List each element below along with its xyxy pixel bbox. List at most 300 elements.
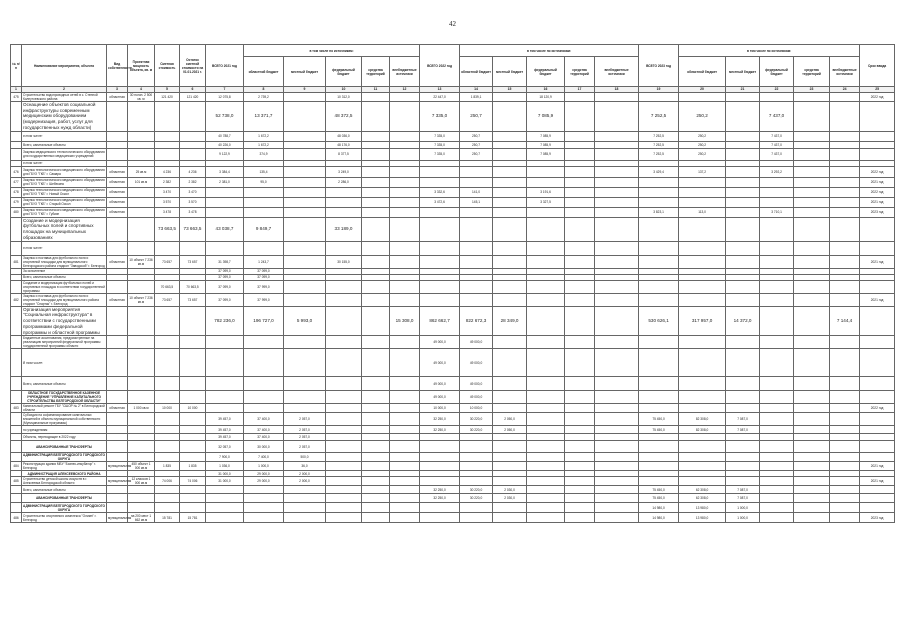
total-2023-cell: 75 450,0	[639, 494, 679, 503]
item-name-cell: ОБЛАСТНОЕ ГОСУДАРСТВЕННОЕ КАЗЕННОЕ УЧРЕЖДЕНИЕ "УПРАВЛЕНИЕ КАПИТАЛЬНОГО СТРОИТЕЛЬСТВА БЕЛГОРОДСКОЙ ОБЛАСТИ"	[22, 391, 107, 404]
term-cell: 2022 год	[860, 404, 895, 413]
extra-2021-cell	[390, 131, 420, 141]
territory-2021-cell	[362, 217, 390, 241]
column-number-cell: 16	[527, 87, 565, 93]
extra-2022-cell	[595, 494, 639, 503]
total-2021-cell: 1 036,0	[206, 462, 244, 471]
regional-2023-cell: 13 980,0	[679, 513, 726, 523]
total-2023-cell	[639, 441, 679, 453]
row-number-cell: 484	[11, 462, 22, 471]
federal-2022-cell: 7 085,9	[527, 102, 565, 132]
column-number-cell: 21	[726, 87, 760, 93]
extra-2022-cell	[595, 434, 639, 441]
regional-2023-cell	[679, 434, 726, 441]
total-2022-cell	[420, 503, 460, 513]
regional-2023-cell: 250,2	[679, 102, 726, 132]
federal-2021-cell	[326, 349, 362, 377]
regional-2021-cell: 196 727,0	[244, 306, 284, 336]
table-row	[11, 148, 895, 160]
federal-2023-cell	[760, 413, 794, 426]
federal-2023-cell	[760, 93, 794, 102]
term-cell	[860, 241, 895, 255]
row-number-cell	[11, 426, 22, 434]
extra-2023-cell: 7 144,4	[830, 306, 860, 336]
regional-2021-cell: 1 672,2	[244, 131, 284, 141]
total-2023-cell	[639, 93, 679, 102]
regional-2023-cell	[679, 349, 726, 377]
total-2021-cell: 31 000,0	[206, 471, 244, 477]
federal-2022-cell	[527, 441, 565, 453]
total-2022-cell: 32 250,0	[420, 426, 460, 434]
total-2023-cell	[639, 391, 679, 404]
capacity-cell	[128, 494, 155, 503]
total-2023-cell	[639, 241, 679, 255]
total-2022-cell: 49 000,0	[420, 377, 460, 391]
capacity-cell: 1 000 кв.м	[128, 404, 155, 413]
term-cell	[860, 102, 895, 132]
territory-2021-cell	[362, 349, 390, 377]
table-row	[11, 280, 895, 293]
capacity-cell	[128, 434, 155, 441]
row-number-cell	[11, 306, 22, 336]
table-row	[11, 102, 895, 132]
column-number-cell: 23	[794, 87, 830, 93]
federal-2021-cell: 48 372,5	[326, 102, 362, 132]
balance-cell	[180, 503, 206, 513]
regional-2023-cell	[679, 377, 726, 391]
total-2021-cell	[206, 241, 244, 255]
row-number-cell	[11, 486, 22, 494]
table-row	[11, 391, 895, 404]
extra-2023-cell	[830, 441, 860, 453]
total-2021-cell: 782 236,0	[206, 306, 244, 336]
extra-2021-cell	[390, 280, 420, 293]
balance-cell: 1 835	[180, 462, 206, 471]
ownership-cell	[107, 131, 128, 141]
regional-2022-cell: 250,7	[460, 102, 493, 132]
estimate-cell	[155, 486, 180, 494]
local-2022-cell	[493, 349, 527, 377]
extra-2021-cell	[390, 453, 420, 462]
total-2022-cell	[420, 241, 460, 255]
local-2021-cell	[284, 177, 326, 187]
table-row	[11, 377, 895, 391]
regional-2021-cell	[244, 187, 284, 197]
capacity-cell	[128, 280, 155, 293]
federal-2021-cell	[326, 441, 362, 453]
territory-2021-cell	[362, 280, 390, 293]
estimate-cell: 10 000	[155, 404, 180, 413]
item-name-cell: Закупка медицинского технологического оборудования для государственных медицинских учреждений	[23, 150, 105, 159]
total-2022-cell: 10 000,0	[420, 404, 460, 413]
total-2021-cell: 37 099,0	[206, 268, 244, 274]
regional-2022-cell	[460, 207, 493, 217]
federal-2023-cell	[760, 197, 794, 207]
federal-2023-cell	[760, 453, 794, 462]
territory-2023-cell	[794, 413, 830, 426]
item-name-cell: Закупка технологического медицинского оборудования для ГБУЗ "ГКБ" г. Старый Оскол	[23, 198, 105, 207]
src-local-header: местный бюджет	[284, 57, 326, 87]
total-2021-cell: 39 457,0	[206, 413, 244, 426]
federal-2021-cell	[326, 391, 362, 404]
table-row	[11, 166, 895, 177]
table-row	[11, 187, 895, 197]
row-number-cell: 480	[11, 207, 22, 217]
capacity-cell	[128, 141, 155, 148]
territory-2022-cell	[565, 441, 595, 453]
capacity-cell	[128, 391, 155, 404]
estimate-cell: 73 657	[155, 255, 180, 268]
src-territory-header: средства территорий	[794, 57, 830, 87]
territory-2021-cell	[362, 141, 390, 148]
ownership-cell	[107, 241, 128, 255]
item-name-cell: В том числе:	[22, 349, 107, 377]
federal-2023-cell: 3 292,2	[760, 166, 794, 177]
column-number-cell: 1	[11, 87, 22, 93]
table-row	[11, 503, 895, 513]
src-regional-header: областной бюджет	[460, 57, 493, 87]
total-2022-cell	[420, 255, 460, 268]
regional-2023-cell: 62 308,0	[679, 494, 726, 503]
local-2021-cell: 36,0	[284, 462, 326, 471]
federal-2023-cell: 3 710,1	[760, 207, 794, 217]
extra-2023-cell	[830, 207, 860, 217]
item-name-cell: Строительство водопроводных сетей в с. Степной Колнутсевского района	[22, 93, 107, 102]
extra-2022-cell	[595, 486, 639, 494]
table-row	[11, 207, 895, 217]
row-number-cell	[11, 494, 22, 503]
extra-2021-cell	[390, 293, 420, 306]
regional-2021-cell: 30 000,0	[244, 441, 284, 453]
table-row	[11, 494, 895, 503]
extra-2021-cell	[390, 336, 420, 349]
federal-2023-cell: 7 437,0	[760, 102, 794, 132]
ownership-cell	[107, 486, 128, 494]
extra-2022-cell	[595, 148, 639, 160]
federal-2023-cell	[760, 462, 794, 471]
extra-2021-cell: 15 308,0	[390, 306, 420, 336]
capacity-cell	[128, 131, 155, 141]
local-2022-cell: 28 349,0	[493, 306, 527, 336]
estimate-cell	[155, 241, 180, 255]
local-2021-cell	[284, 166, 326, 177]
extra-2021-cell	[390, 513, 420, 523]
ownership-cell: муниципальная	[107, 477, 128, 486]
table-row	[11, 197, 895, 207]
item-name-cell: За исполнение	[22, 268, 107, 274]
extra-2022-cell	[595, 93, 639, 102]
territory-2021-cell	[362, 404, 390, 413]
total-2021-cell	[206, 486, 244, 494]
total-2023-cell: 14 980,0	[639, 513, 679, 523]
estimate-cell: 4 236	[155, 166, 180, 177]
territory-2023-cell	[794, 141, 830, 148]
sources-2021-group-header: в том числе по источникам:	[244, 45, 420, 57]
total-2023-cell	[639, 187, 679, 197]
regional-2021-cell: 37 999,0	[244, 293, 284, 306]
extra-2023-cell	[830, 141, 860, 148]
item-name-cell: Создание и модернизация футбольных полей и спортивных площадок на муниципальных образованиях	[22, 217, 107, 241]
regional-2023-cell: 250,2	[679, 141, 726, 148]
regional-2021-cell: 37 400,0	[244, 413, 284, 426]
capacity-cell: 450 объект 1 000 кв.м	[128, 462, 155, 471]
local-2023-cell	[726, 207, 760, 217]
item-name-cell: в том числе:	[22, 131, 107, 141]
total-2021-cell: 43 038,7	[206, 217, 244, 241]
regional-2023-cell: 317 957,0	[679, 306, 726, 336]
federal-2022-cell	[527, 207, 565, 217]
regional-2021-cell: 1 243,7	[244, 255, 284, 268]
regional-2022-cell	[460, 166, 493, 177]
capacity-cell	[128, 503, 155, 513]
regional-2021-cell	[244, 377, 284, 391]
total-2023-cell	[639, 197, 679, 207]
regional-2023-cell: 13 980,0	[679, 503, 726, 513]
capacity-cell	[128, 453, 155, 462]
local-2023-cell: 7 087,0	[726, 494, 760, 503]
total-2021-cell	[206, 336, 244, 349]
regional-2022-cell: 49 000,0	[460, 391, 493, 404]
regional-2021-cell	[244, 513, 284, 523]
regional-2021-cell	[244, 486, 284, 494]
local-2022-cell	[493, 453, 527, 462]
table-row	[11, 486, 895, 494]
term-cell	[860, 494, 895, 503]
regional-2022-cell: 49 000,0	[460, 349, 493, 377]
row-number-cell	[11, 102, 22, 132]
local-2023-cell	[726, 434, 760, 441]
column-number-cell: 4	[128, 87, 155, 93]
extra-2021-cell	[390, 349, 420, 377]
extra-2021-cell	[390, 148, 420, 160]
regional-2022-cell: 30 220,0	[460, 486, 493, 494]
total-2022-cell	[420, 441, 460, 453]
balance-cell	[180, 377, 206, 391]
local-2023-cell	[726, 453, 760, 462]
col-total-2022-header: ВСЕГО 2022 год	[420, 45, 460, 87]
total-2023-cell: 7 252,5	[639, 102, 679, 132]
regional-2021-cell	[244, 349, 284, 377]
territory-2021-cell	[362, 453, 390, 462]
total-2022-cell	[420, 453, 460, 462]
total-2021-cell: 31 398,7	[206, 255, 244, 268]
total-2021-cell: 39 457,0	[206, 434, 244, 441]
regional-2023-cell: 82 308,0	[679, 426, 726, 434]
total-2022-cell	[420, 177, 460, 187]
row-number-cell	[11, 391, 22, 404]
regional-2022-cell	[460, 513, 493, 523]
total-2022-cell: 862 662,7	[420, 306, 460, 336]
balance-cell	[180, 148, 206, 160]
table-row	[11, 93, 895, 102]
local-2022-cell: 2 030,0	[493, 486, 527, 494]
local-2023-cell: 7 087,0	[726, 413, 760, 426]
territory-2022-cell	[565, 486, 595, 494]
extra-2023-cell	[830, 280, 860, 293]
territory-2022-cell	[565, 177, 595, 187]
row-number-cell: 476	[11, 166, 22, 177]
col-name-header: Наименование мероприятия, объекта	[22, 45, 107, 87]
territory-2021-cell	[362, 131, 390, 141]
federal-2022-cell: 18 120,9	[527, 93, 565, 102]
territory-2023-cell	[794, 477, 830, 486]
regional-2022-cell: 49 000,0	[460, 336, 493, 349]
regional-2022-cell: 822 672,3	[460, 306, 493, 336]
local-2023-cell: 7 087,0	[726, 426, 760, 434]
row-number-cell: 485	[11, 477, 22, 486]
extra-2023-cell	[830, 494, 860, 503]
territory-2021-cell	[362, 503, 390, 513]
territory-2022-cell	[565, 197, 595, 207]
extra-2023-cell	[830, 486, 860, 494]
src-local-header: местный бюджет	[726, 57, 760, 87]
extra-2023-cell	[830, 503, 860, 513]
src-local-header: местный бюджет	[493, 57, 527, 87]
total-2021-cell: 52 738,0	[206, 102, 244, 132]
term-cell	[860, 131, 895, 141]
federal-2023-cell	[760, 377, 794, 391]
total-2023-cell	[639, 336, 679, 349]
territory-2022-cell	[565, 293, 595, 306]
term-cell: 2021 год	[860, 197, 895, 207]
extra-2021-cell	[390, 462, 420, 471]
total-2022-cell: 32 250,0	[420, 494, 460, 503]
balance-cell	[180, 241, 206, 255]
federal-2021-cell	[326, 241, 362, 255]
total-2022-cell: 32 250,0	[420, 413, 460, 426]
regional-2022-cell	[460, 477, 493, 486]
local-2021-cell: 2 000,0	[284, 471, 326, 477]
federal-2023-cell	[760, 255, 794, 268]
territory-2022-cell	[565, 477, 595, 486]
local-2022-cell	[493, 187, 527, 197]
territory-2021-cell	[362, 494, 390, 503]
term-cell	[860, 336, 895, 349]
row-number-cell	[11, 413, 22, 426]
extra-2022-cell	[595, 349, 639, 377]
investment-table	[10, 44, 895, 523]
column-number-cell: 9	[284, 87, 326, 93]
federal-2021-cell	[326, 197, 362, 207]
territory-2022-cell	[565, 404, 595, 413]
territory-2021-cell	[362, 413, 390, 426]
extra-2021-cell	[390, 207, 420, 217]
territory-2022-cell	[565, 453, 595, 462]
capacity-cell	[128, 336, 155, 349]
local-2021-cell	[284, 404, 326, 413]
federal-2022-cell	[527, 426, 565, 434]
territory-2022-cell	[565, 336, 595, 349]
regional-2022-cell: 250,7	[460, 131, 493, 141]
column-number-cell: 18	[595, 87, 639, 93]
total-2022-cell	[420, 462, 460, 471]
territory-2022-cell	[565, 462, 595, 471]
federal-2023-cell	[760, 217, 794, 241]
territory-2022-cell	[565, 217, 595, 241]
federal-2022-cell: 3 191,6	[527, 187, 565, 197]
territory-2022-cell	[565, 391, 595, 404]
federal-2021-cell	[326, 207, 362, 217]
total-2021-cell: 39 457,0	[206, 426, 244, 434]
regional-2023-cell	[679, 404, 726, 413]
extra-2021-cell	[390, 166, 420, 177]
term-cell: 2021 год	[860, 477, 895, 486]
federal-2022-cell	[527, 494, 565, 503]
ownership-cell	[107, 426, 128, 434]
table-row	[11, 477, 895, 486]
extra-2022-cell	[595, 102, 639, 132]
capacity-cell: 101 кв.м	[128, 177, 155, 187]
territory-2023-cell	[794, 453, 830, 462]
total-2023-cell	[639, 477, 679, 486]
extra-2021-cell	[390, 426, 420, 434]
ownership-cell	[107, 217, 128, 241]
territory-2021-cell	[362, 426, 390, 434]
row-number-cell	[11, 217, 22, 241]
federal-2021-cell: 48 176,0	[326, 141, 362, 148]
federal-2021-cell	[326, 453, 362, 462]
federal-2022-cell	[527, 177, 565, 187]
extra-2021-cell	[390, 377, 420, 391]
estimate-cell: 74 006	[155, 477, 180, 486]
local-2023-cell	[726, 131, 760, 141]
src-regional-header: областной бюджет	[679, 57, 726, 87]
regional-2022-cell: 141,0	[460, 187, 493, 197]
local-2021-cell	[284, 197, 326, 207]
territory-2023-cell	[794, 426, 830, 434]
territory-2021-cell	[362, 93, 390, 102]
local-2021-cell	[284, 217, 326, 241]
extra-2022-cell	[595, 197, 639, 207]
total-2023-cell	[639, 349, 679, 377]
column-number-cell: 6	[180, 87, 206, 93]
total-2022-cell: 7 335,0	[420, 131, 460, 141]
term-cell	[860, 486, 895, 494]
local-2022-cell	[493, 166, 527, 177]
item-name-cell: Закупка технологического медицинского оборудования для ГБУЗ "ГКБ" г. Новый Оскол	[23, 188, 105, 197]
capacity-cell	[128, 217, 155, 241]
extra-2023-cell	[830, 434, 860, 441]
src-federal-header: федеральный бюджет	[326, 57, 362, 87]
capacity-cell	[128, 426, 155, 434]
federal-2021-cell	[326, 426, 362, 434]
total-2022-cell	[420, 217, 460, 241]
local-2022-cell	[493, 197, 527, 207]
extra-2021-cell	[390, 494, 420, 503]
territory-2021-cell	[362, 391, 390, 404]
row-number-cell	[11, 441, 22, 453]
item-name-cell: Всего, капитальные объекты	[22, 274, 107, 280]
ownership-cell	[107, 434, 128, 441]
extra-2023-cell	[830, 413, 860, 426]
federal-2021-cell: 48 036,0	[326, 131, 362, 141]
regional-2022-cell	[460, 255, 493, 268]
local-2021-cell	[284, 148, 326, 160]
local-2022-cell	[493, 148, 527, 160]
territory-2022-cell	[565, 413, 595, 426]
federal-2021-cell	[326, 494, 362, 503]
regional-2021-cell	[244, 207, 284, 217]
balance-cell	[180, 141, 206, 148]
regional-2021-cell: 2 739,2	[244, 93, 284, 102]
extra-2022-cell	[595, 280, 639, 293]
total-2021-cell: 7 900,0	[206, 453, 244, 462]
federal-2021-cell	[326, 413, 362, 426]
federal-2023-cell	[760, 477, 794, 486]
territory-2021-cell	[362, 187, 390, 197]
territory-2023-cell	[794, 148, 830, 160]
term-cell	[860, 148, 895, 160]
